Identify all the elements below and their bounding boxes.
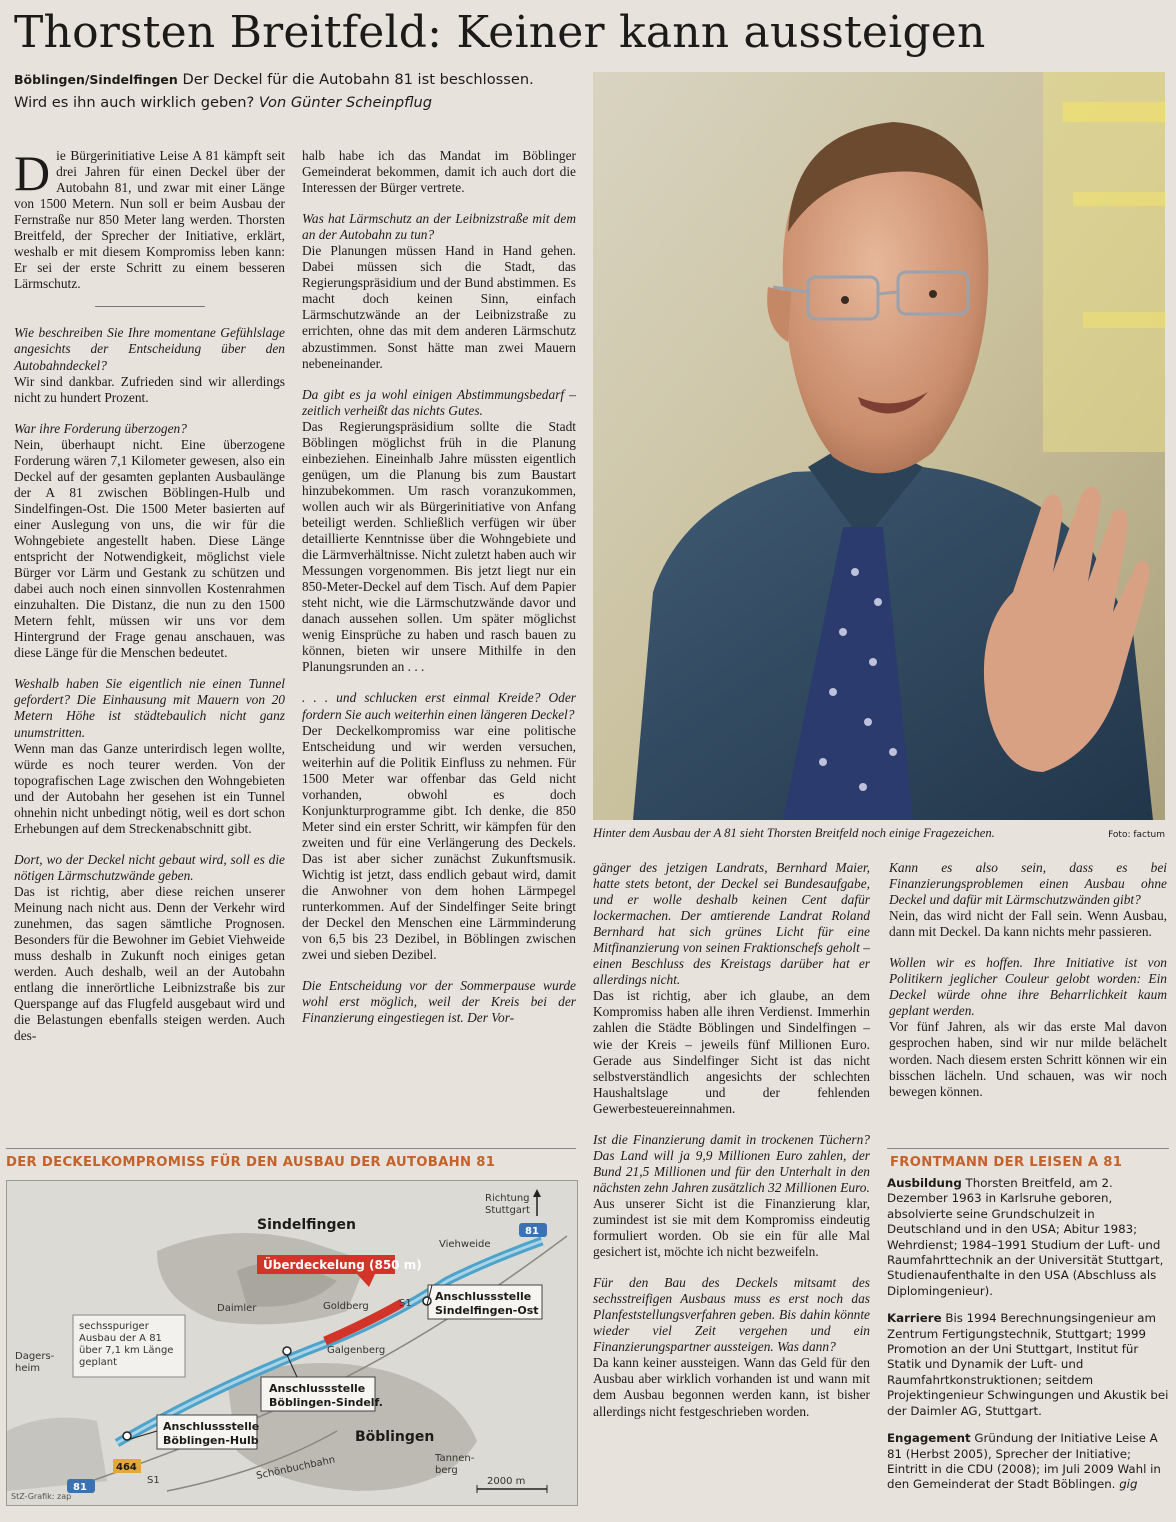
- answer: Das ist richtig, aber diese reichen unserer Meinung nach nicht aus. Denn der Verkehr wird zunehmen, das sagen sämtliche Prognosen. Besonders für die Bewohner im Gebiet Viehweide muss deshalb in Zukunft noch einiges getan werden. Auch deshalb, weil an der Autobahn entlang die innerörtliche Leibnizstraße bis zur Querspange auf das Flugfeld ausgebaut wird und die Belastungen ebenfalls steigen werden. Auch des-: [14, 883, 285, 1044]
- scale-label: 2000 m: [487, 1476, 526, 1487]
- label-ast-hulb-2: Böblingen-Hulb: [163, 1434, 259, 1447]
- label-daimler: Daimler: [217, 1303, 257, 1314]
- map-heading: DER DECKELKOMPROMISS FÜR DEN AUSBAU DER AUTOBAHN 81: [6, 1155, 496, 1170]
- headline: Thorsten Breitfeld: Keiner kann aussteigen: [14, 7, 986, 58]
- answer: Der Deckelkompromiss war eine politische Entscheidung und wir werden versuchen, weiterhin auf die Politik Einfluss zu nehmen. Für 1500 Meter war offenbar das Geld nicht vorhanden, obwohl es doch Konjunkturprogramme gibt. Ich denke, die 850 Meter sind ein erster Schritt, wir kämpfen für den zweiten und für eine Verlängerung des Deckels. Das ist aber sicher zunächst Zukunftsmusik. Wichtig ist jetzt, dass endlich gebaut wird, damit die Anwohner von dem hohen Lärmpegel runterkommen. Auf der Sindelfinger Seite bringt der Deckel den Menschen eine Lärmminderung von 6,5 bis 23 Dezibel, in Böblingen zwischen zwei und sieben Dezibel.: [302, 722, 576, 963]
- portrait-illustration: [593, 72, 1165, 820]
- answer: Wir sind dankbar. Zufrieden sind wir allerdings nicht zu hundert Prozent.: [14, 373, 285, 405]
- intro-text: ie Bürgerinitiative Leise A 81 kämpft seit drei Jahren für einen Deckel über der Autobahn 81, und zwar mit einer Länge von 1500 Metern. Nun soll er beim Ausbau der Fernstraße nur 850 Meter lang werden. Thorsten Breitfeld, der Sprecher der Initiative, erklärt, weshalb er mit diesem Kompromiss leben kann: Er sei der erste Schritt zu einem besseren Lärmschutz.: [14, 148, 285, 292]
- label-dagersheim-1: Dagers-: [15, 1351, 55, 1362]
- separator: [95, 306, 205, 307]
- label-ausbau-2: Ausbau der A 81: [79, 1333, 162, 1344]
- question: Wie beschreiben Sie Ihre momentane Gefühlslage angesichts der Entscheidung über den Autobahndeckel?: [14, 325, 285, 373]
- answer-continued: halb habe ich das Mandat im Böblinger Gemeinderat bekommen, damit ich auch dort die Interessen der Bürger vertrete.: [302, 148, 576, 196]
- answer: Wenn man das Ganze unterirdisch legen wollte, würde es noch teurer werden. Von der topografischen Lage zwischen den Wohngebieten und der Autobahn her gesehen ist ein Tunnel ohnehin nicht unbedingt nötig, weil es dort schon Erhebungen auf dem Streckenabschnitt gibt.: [14, 740, 285, 836]
- label-ausbau-4: geplant: [79, 1357, 118, 1368]
- b464-shield: 464: [116, 1462, 137, 1473]
- photo-caption: [593, 825, 1165, 843]
- answer: Nein, das wird nicht der Fall sein. Wenn Ausbau, dann mit Deckel. Da kann nichts mehr passieren.: [889, 908, 1167, 940]
- author-signature: gig: [1119, 1477, 1138, 1492]
- intro: [14, 145, 285, 292]
- factbox-label: Engagement: [887, 1431, 971, 1446]
- label-ast-hulb-1: Anschlussstelle: [163, 1420, 260, 1433]
- factbox-item: [887, 1431, 1169, 1493]
- column-2: [302, 148, 576, 1026]
- factbox-heading: FRONTMANN DER LEISEN A 81: [890, 1155, 1123, 1170]
- map-credit: StZ-Grafik: zap: [11, 1492, 72, 1501]
- factbox-label: Karriere: [887, 1311, 942, 1326]
- answer: Das Regierungspräsidium sollte die Stadt Böblingen möglichst früh in die Planung einbeziehen. Eineinhalb Jahre müssten eigentlich genügen, um die Planung bis zum Baustart hinzubekommen. Um rasch voranzukommen, wollen auch wir als Bürgerinitiative von Anfang beteiligt werden. Schließlich verfügen wir über detaillierte Kenntnisse über die Wohngebiete und die Lärmverhältnisse. Nicht zuletzt haben auch wir Messungen vorgenommen. Bis jetzt liegt nur ein 850-Meter-Deckel auf dem Tisch. Auf dem Papier steht nicht, wie die Lärmschutzwände davor und danach aussehen sollen. Um später möglichst wenig Einsprüche zu haben und rasch bauen zu können, bieten wir unsere Mithilfe in den Planungsrunden an . . .: [302, 418, 576, 675]
- question: Dort, wo der Deckel nicht gebaut wird, soll es die nötigen Lärmschutzwände geben.: [14, 851, 285, 883]
- factbox: [887, 1176, 1169, 1505]
- label-schoenbuchbahn: Schönbuchbahn: [255, 1454, 337, 1482]
- route-map: [6, 1180, 578, 1506]
- question: Wollen wir es hoffen. Ihre Initiative ist von Politikern jeglicher Couleur gelobt worden: Ein Deckel würde ohne ihre Beharrlichkeit kaum geplant werden.: [889, 955, 1167, 1019]
- label-ueberdeckelung: Überdeckelung (850 m): [263, 1258, 422, 1272]
- question: Weshalb haben Sie eigentlich nie einen Tunnel gefordert? Die Einhausung mit Mauern von 20 Metern Höhe ist städtebaulich nicht ganz unumstritten.: [14, 676, 285, 740]
- teaser-line1: Der Deckel für die Autobahn 81 ist beschlossen.: [182, 71, 534, 88]
- question: Für den Bau des Deckels mitsamt des sechsstreifigen Ausbaus muss es erst noch das Planfeststellungsverfahren geben. Bis dahin könnte wieder viel Zeit vergehen und ein Finanzierungspartner aussteigen. Was dann?: [593, 1275, 870, 1355]
- factbox-label: Ausbildung: [887, 1176, 962, 1190]
- caption-text: Hinter dem Ausbau der A 81 sieht Thorsten Breitfeld noch einige Fragezeichen.: [593, 826, 995, 840]
- label-stuttgart: Stuttgart: [485, 1205, 530, 1216]
- teaser-line2: Wird es ihn auch wirklich geben?: [14, 94, 255, 111]
- label-boeblingen: Böblingen: [355, 1429, 435, 1445]
- portrait-photo: [593, 72, 1165, 820]
- factbox-text: Bis 1994 Berechnungsingenieur am Zentrum Fertigungstechnik, Stuttgart; 1999 Promotion an der Uni Stuttgart, Institut für Statik und Dynamik der Luft- und Raumfahrtkonstruktionen; seitdem Projektingenieur Schwingungen und Akustik bei der Daimler AG, Stuttgart.: [887, 1311, 1169, 1418]
- label-sindelfingen: Sindelfingen: [257, 1217, 356, 1233]
- label-ast-sindelf-1: Anschlussstelle: [269, 1382, 366, 1395]
- factbox-item: [887, 1311, 1169, 1419]
- question: Ist die Finanzierung damit in trockenen Tüchern? Das Land will ja 9,9 Millionen Euro zahlen, der Bund 21,5 Millionen und für den Unterhalt in den nächsten zehn Jahren zusätzlich 32 Millionen Euro.: [593, 1131, 870, 1195]
- teaser: [14, 68, 586, 114]
- a81-shield-south: 81: [73, 1482, 87, 1493]
- map-graphic: [7, 1181, 577, 1505]
- question: Die Entscheidung vor der Sommerpause wurde wohl erst möglich, weil der Kreis bei der Finanzierung eingestiegen ist. Der Vor-: [302, 978, 576, 1026]
- question: . . . und schlucken erst einmal Kreide? Oder fordern Sie auch weiterhin einen längeren Deckel?: [302, 690, 576, 722]
- column-1: [14, 145, 285, 1059]
- teaser-location: Böblingen/Sindelfingen: [14, 72, 178, 87]
- label-ast-ost-2: Sindelfingen-Ost: [435, 1304, 539, 1317]
- answer: Die Planungen müssen Hand in Hand gehen. Dabei müssen sich die Stadt, das Regierungspräsidium und der Bund abstimmen. Es macht doch keinen Sinn, einfach Lärmschutzwände an der Leibnizstraße zu errichten, ohne das mit dem anderen Lärmschutz abzustimmen. Sonst hätte man zwei Mauern nebeneinander.: [302, 243, 576, 371]
- byline: Von Günter Scheinpflug: [258, 94, 433, 111]
- label-s1-north: S1: [399, 1298, 412, 1309]
- label-galgenberg: Galgenberg: [327, 1345, 386, 1356]
- label-goldberg: Goldberg: [323, 1301, 369, 1312]
- question: Kann es also sein, dass es bei Finanzierungsproblemen einen Ausbau ohne Deckel und dafür mit Lärmschutzwänden gibt?: [889, 860, 1167, 908]
- label-ausbau-1: sechsspuriger: [79, 1321, 149, 1332]
- answer: Vor fünf Jahren, als wir das erste Mal davon gesprochen haben, sind wir nur milde belächelt worden. Nach diesem ersten Schritt können wir ein bisschen lächeln. Und schauen, was wir noch bewegen können.: [889, 1019, 1167, 1099]
- label-s1-south: S1: [147, 1475, 160, 1486]
- label-ast-sindelf-2: Böblingen-Sindelf.: [269, 1396, 383, 1409]
- label-ausbau-3: über 7,1 km Länge: [79, 1345, 174, 1356]
- column-3: [593, 860, 870, 1435]
- factbox-text: Gründung der Initiative Leise A 81 (Herbst 2005), Sprecher der Initiative; Eintritt in die CDU (2008); im Juli 2009 Wahl in den Gemeinderat der Stadt Böblingen.: [887, 1431, 1161, 1492]
- label-viehweide: Viehweide: [439, 1239, 491, 1250]
- column-4: [889, 860, 1167, 1115]
- dropcap: D: [14, 145, 51, 201]
- label-richtung: Richtung: [485, 1193, 530, 1204]
- label-tannenberg-2: berg: [435, 1465, 458, 1476]
- factbox-item: [887, 1176, 1169, 1299]
- factbox-rule: [887, 1148, 1169, 1149]
- question: Was hat Lärmschutz an der Leibnizstraße mit dem an der Autobahn zu tun?: [302, 211, 576, 243]
- question: War ihre Forderung überzogen?: [14, 420, 187, 436]
- label-dagersheim-2: heim: [15, 1363, 41, 1374]
- answer: Das ist richtig, aber ich glaube, an dem Kompromiss haben alle ihren Verdienst. Immerhin zahlen die Städte Böblingen und Sindelfingen – wie der Kreis – jeweils fünf Millionen Euro. Gerade aus Sindelfinger Sicht ist das nicht selbstverständlich angesichts der schlechten Haushaltslage und der fehlenden Gewerbesteuereinnahmen.: [593, 988, 870, 1116]
- answer: Nein, überhaupt nicht. Eine überzogene Forderung wären 7,1 Kilometer gewesen, also ein Deckel auf der gesamten geplanten Ausbaulänge der A 81 zwischen Böblingen-Hulb und Sindelfingen-Ost. Die 1500 Meter basierten auf einer Auslegung von uns, die wir für die Wohngebiete angestellt haben. Diese Länge entspricht der Notwendigkeit, möglichst viele Bürger vor Lärm und Gestank zu schützen und dabei auch noch einen sinnvollen Kostenrahmen einzuhalten. Die Distanz, die nun zu den 1500 Metern fehlt, müssen wir uns vor dem Hintergrund der Frage genau anschauen, was diese Länge für die Menschen bedeutet.: [14, 436, 285, 661]
- answer: Da kann keiner aussteigen. Wann das Geld für den Ausbau aber wirklich vorhanden ist und wann mit dem Ausbau begonnen werden kann, ist bisher allerdings nicht festgeschrieben worden.: [593, 1355, 870, 1419]
- a81-shield-north: 81: [525, 1226, 539, 1237]
- factbox-text: Thorsten Breitfeld, am 2. Dezember 1963 in Karlsruhe geboren, absolvierte seine Grundschulzeit in Deutschland und in den USA; Abitur 1983; Wehrdienst; 1984–1991 Studium der Luft- und Raumfahrttechnik an der Universität Stuttgart, Studienaufenthalte in den USA (Abschluss als Diplomingenieur).: [887, 1176, 1164, 1298]
- question-continued: gänger des jetzigen Landrats, Bernhard Maier, hatte stets betont, der Deckel sei Bundesaufgabe, und er wolle deshalb keinen Cent dafür lockermachen. Der amtierende Landrat Roland Bernhard hat sich grünes Licht für eine Mitfinanzierung von seinen Fraktionschefs geholt – einen Beschluss des Kreistags darüber hat er allerdings nicht.: [593, 860, 870, 988]
- label-tannenberg-1: Tannen-: [435, 1453, 475, 1464]
- question: Da gibt es ja wohl einigen Abstimmungsbedarf – zeitlich verheißt das nichts Gutes.: [302, 386, 576, 418]
- map-rule: [6, 1148, 576, 1149]
- answer: Aus unserer Sicht ist die Finanzierung klar, zumindest ist sie mit dem Kompromiss eindeutig formuliert worden. Ob sie ein für alle Mal gesichert ist, möchte ich nicht bezweifeln.: [593, 1195, 870, 1260]
- photo-credit: Foto: factum: [1108, 830, 1165, 840]
- label-ast-ost-1: Anschlussstelle: [435, 1290, 532, 1303]
